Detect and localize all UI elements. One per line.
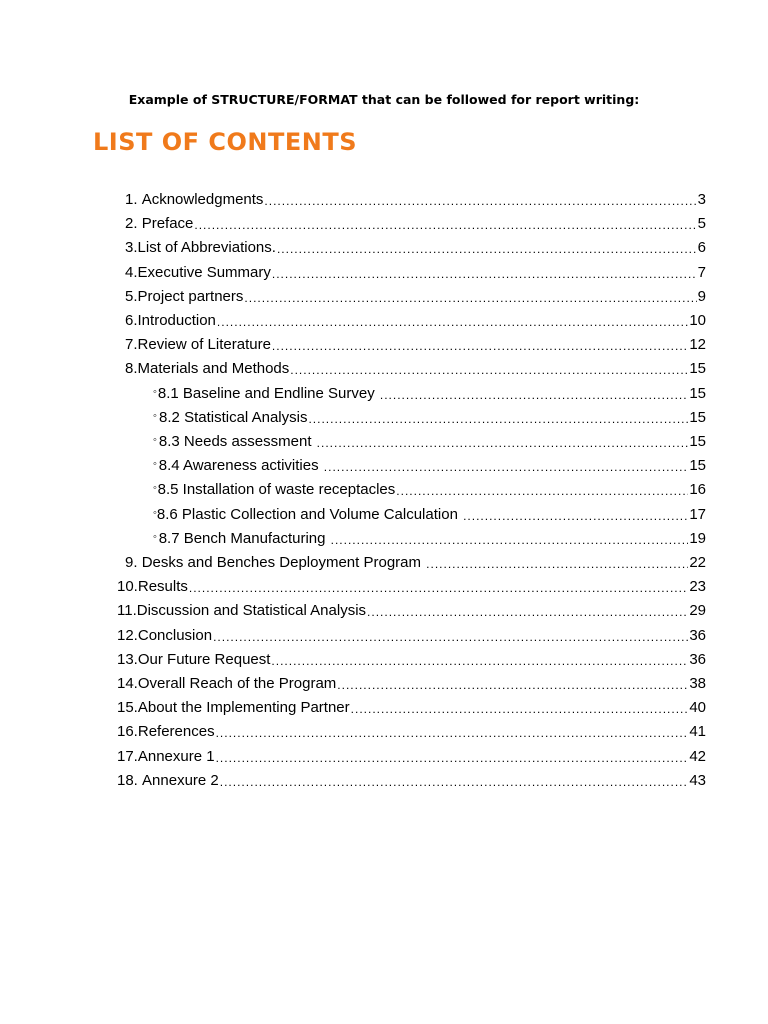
toc-entry-number: 1. (125, 191, 142, 208)
toc-entry (117, 717, 706, 741)
toc-entry-page: 19 (689, 529, 706, 547)
toc-entry (125, 330, 706, 354)
toc-entry-page: 17 (689, 505, 706, 523)
toc-entry-label: Review of Literature (137, 336, 271, 354)
dot-leader (351, 701, 689, 717)
toc-entry-number: 5. (125, 287, 138, 305)
bullet-icon: ◦ (153, 482, 157, 495)
toc-entry-page: 40 (689, 699, 706, 717)
dot-leader (217, 314, 688, 330)
toc-entry-number: 16. (117, 723, 138, 741)
toc-entry-page: 6 (697, 239, 706, 257)
toc-entry (117, 645, 706, 669)
toc-entry-page: 16 (689, 481, 706, 499)
dot-leader (463, 508, 688, 524)
toc-entry-number: 17. (117, 747, 138, 765)
dot-leader (194, 217, 696, 233)
toc-entry-label: List of Abbreviations. (137, 239, 276, 257)
toc-entry (153, 427, 706, 451)
bullet-icon: ◦ (153, 506, 157, 519)
bullet-icon: ◦ (153, 458, 157, 471)
toc-entry-number: 9. (125, 554, 142, 571)
toc-entry-page: 15 (689, 384, 706, 402)
toc-entry (125, 233, 706, 257)
toc-entry (153, 475, 706, 499)
toc-entry-label: Annexure 1 (137, 747, 215, 765)
bullet-icon: ◦ (153, 385, 157, 398)
toc-entry-number: 13. (117, 650, 138, 668)
toc-entry (117, 669, 706, 693)
dot-leader (189, 580, 688, 596)
dot-leader (272, 266, 697, 282)
toc-entry (125, 354, 706, 378)
toc-entry-page: 15 (689, 408, 706, 426)
toc-entry (117, 693, 706, 717)
toc-entry (153, 403, 706, 427)
toc-entry-label: 8.7 Bench Manufacturing (158, 529, 330, 547)
bullet-icon: ◦ (153, 530, 157, 543)
toc-entry-number: 4. (125, 263, 138, 281)
toc-entry-label: Materials and Methods (137, 360, 290, 378)
toc-entry (125, 548, 706, 572)
toc-entry-page: 41 (689, 723, 706, 741)
toc-entry (125, 185, 706, 209)
toc-entry-label: 8.6 Plastic Collection and Volume Calculation (156, 505, 463, 523)
dot-leader (290, 362, 688, 378)
toc-entry-number: 7. (125, 336, 138, 354)
toc-entry (125, 209, 706, 233)
toc-entry-number: 18. (117, 771, 143, 789)
toc-entry-number: 12. (117, 626, 138, 644)
dot-leader (380, 387, 688, 403)
toc-entry-number: 14. (117, 675, 138, 692)
toc-entry-label: Project partners (137, 287, 244, 305)
toc-entry-page: 3 (697, 191, 706, 208)
dot-leader (216, 750, 689, 766)
dot-leader (216, 725, 689, 741)
toc-entry (117, 621, 706, 645)
toc-entry-label: Conclusion (137, 626, 213, 644)
toc-entry-number: 3. (125, 239, 138, 257)
toc-entry-page: 42 (689, 747, 706, 765)
toc-entry-page: 36 (689, 626, 706, 644)
toc-heading: LIST OF CONTENTS (93, 128, 357, 156)
toc-entry (125, 258, 706, 282)
dot-leader (337, 677, 688, 693)
toc-entry-page: 7 (697, 263, 706, 281)
toc-entry-page: 15 (689, 360, 706, 378)
toc-entry-label: Acknowledgments (141, 191, 264, 208)
toc-entry-page: 22 (689, 554, 706, 571)
toc-entry-number: 15. (117, 699, 138, 717)
dot-leader (213, 629, 688, 645)
toc-entry-label: Executive Summary (137, 263, 271, 281)
toc-entry-page: 29 (689, 602, 706, 620)
dot-leader (331, 532, 689, 548)
dot-leader (272, 338, 688, 354)
toc-entry-number: 8. (125, 360, 138, 378)
toc-entry-page: 15 (689, 433, 706, 450)
toc-entry-label: References (137, 723, 215, 741)
dot-leader (317, 435, 689, 451)
dot-leader (396, 483, 688, 499)
toc-entry-label: 8.2 Statistical Analysis (159, 408, 308, 426)
toc-entry-number: 6. (125, 312, 138, 329)
toc-entry (153, 451, 706, 475)
document-caption: Example of STRUCTURE/FORMAT that can be followed for report writing: (128, 92, 640, 107)
toc-entry-page: 15 (689, 457, 706, 475)
toc-entry-label: Results (137, 578, 188, 596)
toc-entry (117, 572, 706, 596)
toc-entry-label: Introduction (137, 312, 216, 329)
toc-entry-label: Discussion and Statistical Analysis (136, 602, 367, 620)
toc-entry-label: Overall Reach of the Program (137, 675, 337, 692)
bullet-icon: ◦ (153, 434, 157, 446)
dot-leader (367, 604, 688, 620)
toc-entry-label: Preface (141, 215, 194, 233)
dot-leader (308, 411, 688, 427)
toc-entry (117, 596, 706, 620)
bullet-icon: ◦ (153, 409, 157, 422)
toc-entry-label: 8.5 Installation of waste receptacles (157, 481, 396, 499)
toc-entry (125, 282, 706, 306)
toc-entry-label: Desks and Benches Deployment Program (141, 554, 426, 571)
toc-entry-label: About the Implementing Partner (137, 699, 350, 717)
toc-entry-page: 5 (697, 215, 706, 233)
toc-entry-page: 23 (689, 578, 706, 596)
toc-entry-number: 11. (117, 602, 137, 620)
toc-entry-page: 9 (697, 287, 706, 305)
toc-entry (153, 500, 706, 524)
toc-entry-label: 8.4 Awareness activities (158, 457, 323, 475)
dot-leader (426, 556, 688, 572)
toc-entry-label: 8.3 Needs assessment (158, 433, 316, 450)
toc-entry (117, 742, 706, 766)
toc-entry (153, 524, 706, 548)
toc-entry-number: 10. (117, 578, 138, 596)
dot-leader (324, 459, 689, 475)
toc-entry (125, 306, 706, 330)
toc-entry-page: 43 (689, 771, 706, 789)
dot-leader (220, 774, 689, 790)
dot-leader (271, 653, 688, 669)
toc-entry-number: 2. (125, 215, 142, 233)
dot-leader (277, 241, 697, 257)
toc-entry (153, 379, 706, 403)
toc-entry-label: 8.1 Baseline and Endline Survey (157, 384, 379, 402)
toc-entry-page: 12 (689, 336, 706, 354)
toc-entry-page: 10 (689, 312, 706, 329)
toc-entry (117, 766, 706, 790)
dot-leader (244, 290, 696, 306)
toc-entry-page: 38 (689, 675, 706, 692)
dot-leader (264, 193, 696, 209)
toc-entry-label: Annexure 2 (142, 771, 219, 789)
toc-entry-page: 36 (689, 650, 706, 668)
toc-entry-label: Our Future Request (137, 650, 271, 668)
